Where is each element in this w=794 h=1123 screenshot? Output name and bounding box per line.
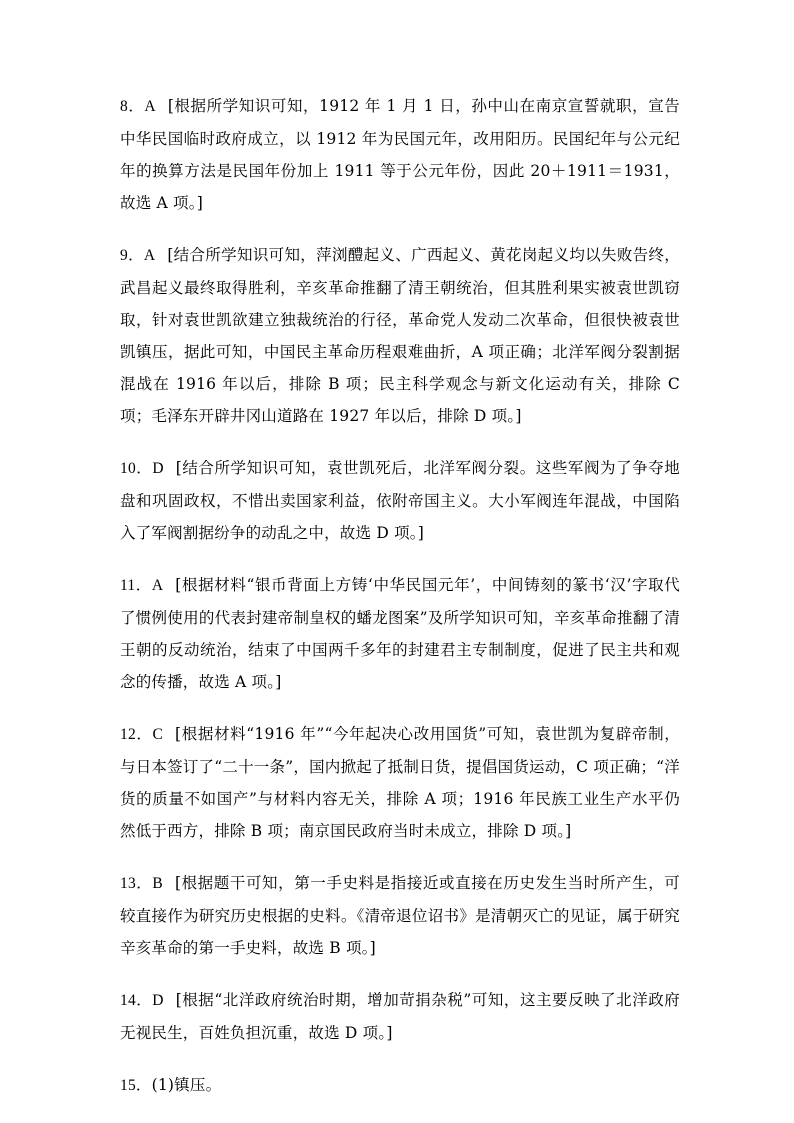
answer-key: A	[151, 577, 164, 594]
answer-item-14	[120, 984, 680, 1049]
answer-explanation: [根据“北洋政府统治时期，增加苛捐杂税”可知，这主要反映了北洋政府无视民生，百姓负担沉重，故选 D 项。]	[120, 991, 680, 1042]
answer-key: C	[152, 726, 164, 743]
answer-explanation: [根据所学知识可知，1912 年 1 月 1 日，孙中山在南京宣誓就职，宣告中华民国临时政府成立，以 1912 年为民国元年，改用阳历。民国纪年与公元纪年的换算方法是民国年份加上 1911 等于公元年份，因此 20＋1911＝1931，故选 A 项。]	[120, 97, 680, 212]
answer-item-12	[120, 718, 680, 847]
answer-number: 13．	[120, 875, 153, 892]
answer-item-8	[120, 90, 680, 219]
answer-explanation: (1)镇压。	[151, 1076, 222, 1094]
answer-number: 12．	[120, 726, 153, 743]
answer-item-11	[120, 569, 680, 698]
answer-explanation: [根据材料“银币背面上方铸‘中华民国元年’，中间铸刻的篆书‘汉’字取代了惯例使用的代表封建帝制皇权的蟠龙图案”及所学知识可知，辛亥革命推翻了清王朝的反动统治，结束了中国两千多年的封建君主专制制度，促进了民主共和观念的传播，故选 A 项。]	[120, 576, 680, 691]
answer-item-15	[120, 1069, 680, 1102]
answer-explanation: [根据题干可知，第一手史料是指接近或直接在历史发生当时所产生，可较直接作为研究历史根据的史料。《清帝退位诏书》是清朝灭亡的见证，属于研究辛亥革命的第一手史料，故选 B 项。]	[120, 874, 680, 957]
answer-key: D	[152, 992, 164, 1009]
answer-number: 14．	[120, 992, 153, 1009]
answer-item-13	[120, 867, 680, 964]
answer-key: A	[143, 247, 156, 264]
answer-explanation: [结合所学知识可知，袁世凯死后，北洋军阀分裂。这些军阀为了争夺地盘和巩固政权，不惜出卖国家利益，依附帝国主义。大小军阀连年混战，中国陷入了军阀割据纷争的动乱之中，故选 D 项。]	[120, 459, 681, 542]
answer-key: B	[152, 875, 163, 892]
answer-number: 11．	[120, 577, 152, 594]
answer-number: 10．	[120, 460, 153, 477]
answer-key: D	[152, 460, 164, 477]
answer-item-9	[120, 239, 680, 432]
answer-list	[120, 90, 680, 1122]
answer-key: A	[144, 98, 156, 115]
answer-number: 9．	[120, 247, 144, 264]
answer-number: 8．	[120, 98, 145, 115]
answer-explanation: [结合所学知识可知，萍浏醴起义、广西起义、黄花岗起义均以失败告终，武昌起义最终取得胜利，辛亥革命推翻了清王朝统治，但其胜利果实被袁世凯窃取，针对袁世凯欲建立独裁统治的行径，革命党人发动二次革命，但很快被袁世凯镇压，据此可知，中国民主革命历程艰难曲折，A 项正确；北洋军阀分裂割据混战在 1916 年以后，排除 B 项；民主科学观念与新文化运动有关，排除 C 项；毛泽东开辟井冈山道路在 1927 年以后，排除 D 项。]	[120, 246, 680, 425]
answer-number: 15．	[120, 1077, 152, 1094]
answer-item-10	[120, 452, 680, 549]
answer-explanation: [根据材料“1916 年”“今年起决心改用国货”可知，袁世凯为复辟帝制，与日本签订了“二十一条”，国内掀起了抵制日货，提倡国货运动，C 项正确；“洋货的质量不如国产”与材料内容无关，排除 A 项；1916 年民族工业生产水平仍然低于西方，排除 B 项；南京国民政府当时未成立，排除 D 项。]	[120, 725, 680, 840]
